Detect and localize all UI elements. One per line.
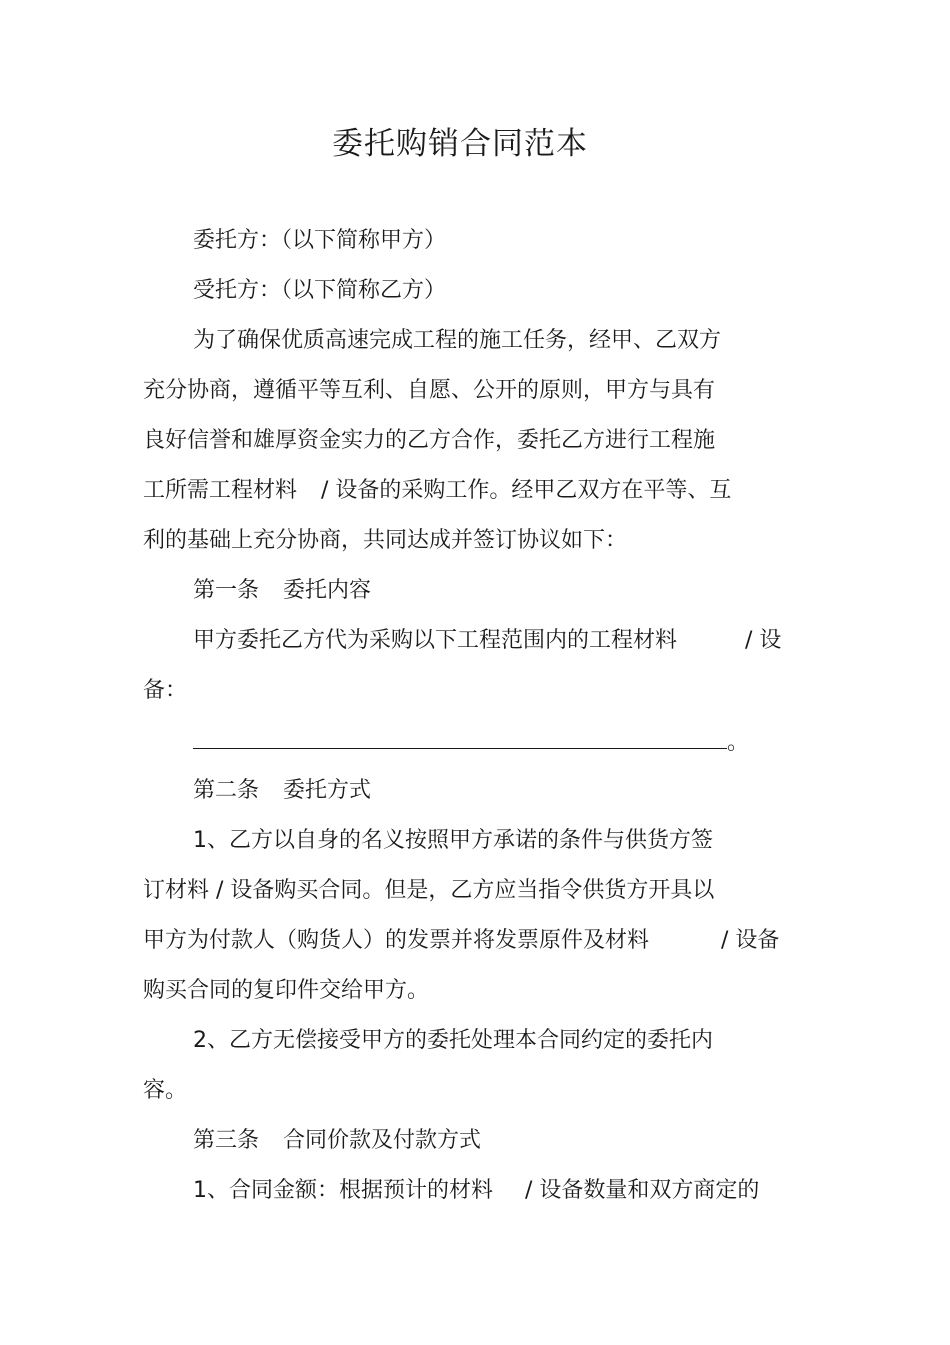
preamble-line-5 bbox=[143, 526, 627, 556]
party-b-line bbox=[193, 276, 446, 306]
article-3-heading bbox=[193, 1126, 481, 1156]
article-1-text-1b: / 设 bbox=[745, 628, 782, 653]
document-title: 委托购销合同范本 bbox=[332, 126, 588, 162]
preamble-line-2 bbox=[143, 376, 715, 406]
preamble-text-1: 为了确保优质高速完成工程的施工任务，经甲、乙双方 bbox=[193, 328, 722, 353]
article-2-clause-1-text-4: 购买合同的复印件交给甲方。 bbox=[143, 978, 430, 1003]
article-2-clause-2-line-1 bbox=[193, 1026, 713, 1056]
article-2-clause-1-line-2 bbox=[143, 876, 714, 906]
article-2-clause-2-line-2 bbox=[143, 1076, 187, 1106]
preamble-line-3 bbox=[143, 426, 715, 456]
article-3-title: 合同价款及付款方式 bbox=[283, 1128, 482, 1153]
blank-terminator: 。 bbox=[727, 730, 750, 755]
article-3-number: 第三条 bbox=[193, 1128, 260, 1153]
article-3-clause-1-text-1a: 1、合同金额：根据预计的材料 bbox=[193, 1178, 493, 1203]
preamble-line-4 bbox=[143, 476, 731, 506]
party-a-text: 委托方：（以下简称甲方） bbox=[193, 228, 447, 253]
article-1-body-line-2 bbox=[143, 676, 187, 706]
article-2-clause-1-line-3 bbox=[143, 926, 779, 956]
preamble-text-3: 良好信誉和雄厚资金实力的乙方合作，委托乙方进行工程施 bbox=[143, 428, 716, 453]
party-a-line bbox=[193, 226, 446, 256]
preamble-text-4b: / 设备的采购工作。经甲乙双方在平等、互 bbox=[321, 478, 732, 503]
article-2-clause-1-text-1: 1、乙方以自身的名义按照甲方承诺的条件与供货方签 bbox=[193, 828, 713, 853]
article-1-text-1a: 甲方委托乙方代为采购以下工程范围内的工程材料 bbox=[193, 628, 678, 653]
article-2-clause-2-text-1: 2、乙方无偿接受甲方的委托处理本合同约定的委托内 bbox=[193, 1028, 713, 1053]
article-3-clause-1-text-1b: / 设备数量和双方商定的 bbox=[525, 1178, 760, 1203]
article-2-heading bbox=[193, 776, 371, 806]
party-b-text: 受托方：（以下简称乙方） bbox=[193, 278, 447, 303]
article-1-title: 委托内容 bbox=[283, 578, 372, 603]
article-1-text-2: 备： bbox=[143, 678, 188, 703]
article-1-number: 第一条 bbox=[193, 578, 260, 603]
preamble-text-5: 利的基础上充分协商，共同达成并签订协议如下： bbox=[143, 528, 628, 553]
article-2-title: 委托方式 bbox=[283, 778, 372, 803]
article-2-clause-1-line-1 bbox=[193, 826, 713, 856]
article-2-clause-1-line-4 bbox=[143, 976, 429, 1006]
article-2-number: 第二条 bbox=[193, 778, 260, 803]
preamble-text-2: 充分协商，遵循平等互利、自愿、公开的原则，甲方与具有 bbox=[143, 378, 716, 403]
article-2-clause-1-text-3b: / 设备 bbox=[721, 928, 780, 953]
article-2-clause-2-text-2: 容。 bbox=[143, 1078, 188, 1103]
article-1-body-line-1 bbox=[193, 626, 781, 656]
article-2-clause-1-text-3a: 甲方为付款人（购货人）的发票并将发票原件及材料 bbox=[143, 928, 650, 953]
article-3-clause-1-line-1 bbox=[193, 1176, 759, 1206]
fill-in-blank-line bbox=[193, 726, 749, 758]
fill-in-blank[interactable] bbox=[193, 726, 727, 749]
preamble-text-4a: 工所需工程材料 bbox=[143, 478, 298, 503]
article-1-heading bbox=[193, 576, 371, 606]
article-2-clause-1-text-2: 订材料 / 设备购买合同。但是，乙方应当指令供货方开具以 bbox=[143, 878, 715, 903]
preamble-line-1 bbox=[193, 326, 721, 356]
